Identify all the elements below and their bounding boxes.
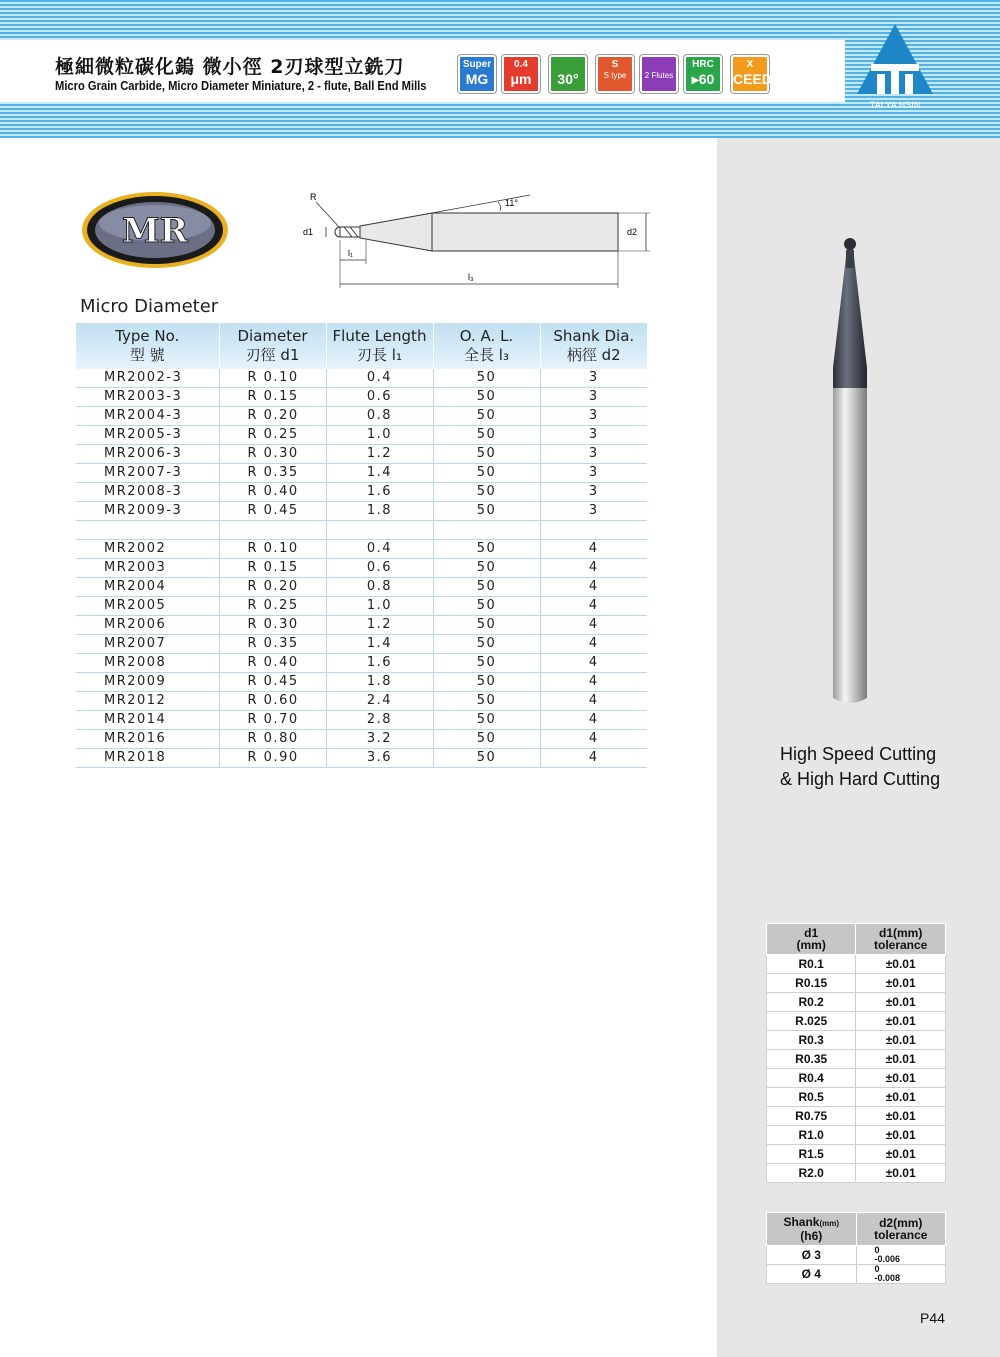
- table-cell: 50: [433, 673, 540, 692]
- tol2-header-tolerance: d2(mm) tolerance: [856, 1213, 945, 1246]
- table-row: [76, 711, 647, 730]
- tol1-cell: ±0.01: [856, 1031, 946, 1050]
- table-cell: 50: [433, 578, 540, 597]
- tol1-cell: R0.2: [767, 993, 856, 1012]
- column-header: Diameter 刃徑 d1: [219, 323, 326, 369]
- tol2-header-shank: Shank(mm) (h6): [767, 1213, 857, 1246]
- table-cell: 0.6: [326, 559, 433, 578]
- title-english: Micro Grain Carbide, Micro Diameter Miniature, 2 - flute, Ball End Mills: [55, 78, 427, 93]
- table-row: [76, 426, 647, 445]
- label-angle: 11°: [505, 198, 518, 208]
- tol1-header-d1: d1 (mm): [767, 924, 856, 955]
- table-cell: 2.4: [326, 692, 433, 711]
- table-row: [76, 521, 647, 540]
- table-row: [76, 445, 647, 464]
- table-cell: 50: [433, 483, 540, 502]
- tol1-cell: R0.35: [767, 1050, 856, 1069]
- spec-table: [76, 323, 647, 768]
- label-d1: d1: [303, 227, 314, 237]
- mr-badge-label: MR: [122, 211, 188, 251]
- table-cell: R 0.25: [219, 426, 326, 445]
- table-cell: R 0.40: [219, 654, 326, 673]
- table-row: [76, 502, 647, 521]
- tol1-row: [767, 1012, 946, 1031]
- tol2-row: [767, 1246, 946, 1265]
- table-row: [76, 673, 647, 692]
- table-cell: MR2004-3: [76, 407, 219, 426]
- tol2-tolerance: 0 -0.008: [856, 1265, 945, 1284]
- table-row: [76, 559, 647, 578]
- table-cell: 0.4: [326, 540, 433, 559]
- table-cell: 1.2: [326, 616, 433, 635]
- table-cell: R 0.45: [219, 502, 326, 521]
- table-cell: MR2004: [76, 578, 219, 597]
- table-cell: 50: [433, 616, 540, 635]
- tol1-cell: ±0.01: [856, 1145, 946, 1164]
- feature-badge: Super MG: [458, 55, 496, 93]
- tol1-row: [767, 993, 946, 1012]
- table-cell: 4: [540, 540, 647, 559]
- table-cell: 4: [540, 654, 647, 673]
- table-cell: 1.4: [326, 464, 433, 483]
- d1-tolerance-table: [766, 923, 946, 1183]
- table-cell: 3: [540, 426, 647, 445]
- table-cell: 3.2: [326, 730, 433, 749]
- tol1-cell: ±0.01: [856, 974, 946, 993]
- table-cell: R 0.15: [219, 388, 326, 407]
- tol1-row: [767, 1069, 946, 1088]
- mr-series-badge: [80, 190, 230, 270]
- tol1-cell: R0.75: [767, 1107, 856, 1126]
- table-cell: R 0.60: [219, 692, 326, 711]
- table-cell: 1.8: [326, 502, 433, 521]
- table-cell: 3: [540, 483, 647, 502]
- table-cell: [76, 521, 219, 540]
- caption-line2: & High Hard Cutting: [780, 769, 941, 789]
- label-r: R: [310, 192, 317, 202]
- table-cell: 0.8: [326, 578, 433, 597]
- table-cell: 1.6: [326, 654, 433, 673]
- tol1-cell: R.025: [767, 1012, 856, 1031]
- table-row: [76, 388, 647, 407]
- tol1-row: [767, 974, 946, 993]
- table-cell: 50: [433, 635, 540, 654]
- table-cell: R 0.35: [219, 635, 326, 654]
- table-cell: 50: [433, 730, 540, 749]
- logo-text: TAI YA HSIN: [869, 100, 921, 110]
- tol2-tolerance: 0 -0.006: [856, 1246, 945, 1265]
- table-cell: 1.0: [326, 597, 433, 616]
- tol1-cell: R0.5: [767, 1088, 856, 1107]
- ball-end-mill-image: [825, 228, 875, 708]
- tol1-cell: ±0.01: [856, 1088, 946, 1107]
- tol1-row: [767, 1031, 946, 1050]
- table-cell: 50: [433, 388, 540, 407]
- table-cell: R 0.20: [219, 578, 326, 597]
- table-cell: 1.6: [326, 483, 433, 502]
- table-cell: [326, 521, 433, 540]
- table-cell: 50: [433, 502, 540, 521]
- table-row: [76, 578, 647, 597]
- table-cell: R 0.20: [219, 407, 326, 426]
- feature-badge: S S type: [596, 55, 634, 93]
- table-cell: R 0.90: [219, 749, 326, 768]
- table-cell: 50: [433, 445, 540, 464]
- table-cell: R 0.15: [219, 559, 326, 578]
- table-cell: 3.6: [326, 749, 433, 768]
- table-cell: R 0.10: [219, 369, 326, 388]
- table-cell: MR2003: [76, 559, 219, 578]
- tol1-cell: ±0.01: [856, 1069, 946, 1088]
- table-cell: 3: [540, 388, 647, 407]
- table-row: [76, 540, 647, 559]
- table-row: [76, 635, 647, 654]
- table-cell: MR2012: [76, 692, 219, 711]
- label-d2: d2: [627, 227, 638, 237]
- table-row: [76, 654, 647, 673]
- table-cell: R 0.35: [219, 464, 326, 483]
- feature-badge: 2 Flutes: [640, 55, 678, 93]
- table-cell: 4: [540, 692, 647, 711]
- table-cell: MR2005: [76, 597, 219, 616]
- table-cell: R 0.10: [219, 540, 326, 559]
- tol1-row: [767, 1088, 946, 1107]
- table-cell: MR2002-3: [76, 369, 219, 388]
- tol1-row: [767, 1050, 946, 1069]
- feature-badge: X CEED: [731, 55, 769, 93]
- table-cell: R 0.40: [219, 483, 326, 502]
- table-cell: MR2008: [76, 654, 219, 673]
- table-cell: 1.0: [326, 426, 433, 445]
- tol1-cell: R0.1: [767, 955, 856, 974]
- table-row: [76, 730, 647, 749]
- table-cell: 50: [433, 540, 540, 559]
- table-cell: MR2016: [76, 730, 219, 749]
- table-row: [76, 483, 647, 502]
- table-row: [76, 407, 647, 426]
- table-cell: 0.4: [326, 369, 433, 388]
- table-cell: R 0.30: [219, 616, 326, 635]
- table-cell: 1.8: [326, 673, 433, 692]
- table-row: [76, 692, 647, 711]
- tol1-row: [767, 1126, 946, 1145]
- tol1-cell: ±0.01: [856, 1126, 946, 1145]
- tol1-cell: R1.5: [767, 1145, 856, 1164]
- table-cell: 3: [540, 369, 647, 388]
- table-cell: MR2008-3: [76, 483, 219, 502]
- tol2-row: [767, 1265, 946, 1284]
- table-cell: R 0.30: [219, 445, 326, 464]
- tol2-shank: Ø 4: [767, 1265, 857, 1284]
- table-cell: MR2007: [76, 635, 219, 654]
- table-cell: 3: [540, 464, 647, 483]
- tol1-cell: R0.15: [767, 974, 856, 993]
- tol2-shank: Ø 3: [767, 1246, 857, 1265]
- feature-badge: HRC ▸60: [684, 55, 722, 93]
- table-cell: 4: [540, 635, 647, 654]
- table-cell: R 0.80: [219, 730, 326, 749]
- table-cell: 3: [540, 502, 647, 521]
- caption-line1: High Speed Cutting: [780, 744, 937, 764]
- table-row: [76, 749, 647, 768]
- tol1-cell: R0.4: [767, 1069, 856, 1088]
- table-cell: MR2007-3: [76, 464, 219, 483]
- table-cell: 1.4: [326, 635, 433, 654]
- table-cell: [219, 521, 326, 540]
- table-row: [76, 369, 647, 388]
- feature-badge: 0.4 μm: [502, 55, 540, 93]
- table-row: [76, 616, 647, 635]
- table-cell: 50: [433, 749, 540, 768]
- table-cell: 50: [433, 711, 540, 730]
- tol1-cell: R2.0: [767, 1164, 856, 1183]
- table-cell: 50: [433, 654, 540, 673]
- table-cell: MR2018: [76, 749, 219, 768]
- tol1-row: [767, 1107, 946, 1126]
- title-chinese: 極細微粒碳化鎢 微小徑 2刃球型立銑刀: [55, 56, 405, 78]
- tol1-cell: ±0.01: [856, 1050, 946, 1069]
- table-cell: 1.2: [326, 445, 433, 464]
- tol1-cell: R1.0: [767, 1126, 856, 1145]
- table-cell: MR2014: [76, 711, 219, 730]
- table-cell: 3: [540, 445, 647, 464]
- tol1-cell: R0.3: [767, 1031, 856, 1050]
- table-cell: 4: [540, 749, 647, 768]
- table-cell: 4: [540, 730, 647, 749]
- page-number: P44: [920, 1310, 945, 1326]
- table-cell: MR2009: [76, 673, 219, 692]
- table-row: [76, 597, 647, 616]
- table-cell: 50: [433, 692, 540, 711]
- label-l3: l₃: [468, 272, 474, 282]
- tol1-cell: ±0.01: [856, 993, 946, 1012]
- table-cell: R 0.25: [219, 597, 326, 616]
- table-cell: 4: [540, 616, 647, 635]
- table-cell: 3: [540, 407, 647, 426]
- table-cell: 4: [540, 597, 647, 616]
- table-cell: 4: [540, 578, 647, 597]
- tol1-cell: ±0.01: [856, 1164, 946, 1183]
- column-header: O. A. L. 全長 l₃: [433, 323, 540, 369]
- table-cell: MR2006: [76, 616, 219, 635]
- table-cell: MR2009-3: [76, 502, 219, 521]
- table-cell: MR2002: [76, 540, 219, 559]
- tol1-cell: ±0.01: [856, 1107, 946, 1126]
- tol1-cell: ±0.01: [856, 1012, 946, 1031]
- section-title: Micro Diameter: [80, 296, 219, 317]
- tol1-header-tolerance: d1(mm) tolerance: [856, 924, 946, 955]
- feature-badge: 30°: [549, 55, 587, 93]
- table-row: [76, 464, 647, 483]
- column-header: Shank Dia. 柄徑 d2: [540, 323, 647, 369]
- table-cell: 2.8: [326, 711, 433, 730]
- table-cell: MR2003-3: [76, 388, 219, 407]
- tool-dimension-diagram: [300, 190, 660, 290]
- table-cell: MR2005-3: [76, 426, 219, 445]
- company-logo-icon: [855, 22, 935, 112]
- table-cell: 50: [433, 464, 540, 483]
- table-cell: R 0.70: [219, 711, 326, 730]
- table-cell: 4: [540, 559, 647, 578]
- tol1-row: [767, 1164, 946, 1183]
- table-cell: 50: [433, 597, 540, 616]
- table-cell: 50: [433, 559, 540, 578]
- table-cell: R 0.45: [219, 673, 326, 692]
- table-cell: 50: [433, 407, 540, 426]
- tol1-row: [767, 955, 946, 974]
- caption: [780, 742, 940, 792]
- table-cell: 0.6: [326, 388, 433, 407]
- tol1-row: [767, 1145, 946, 1164]
- table-cell: 4: [540, 711, 647, 730]
- column-header: Flute Length 刃長 l₁: [326, 323, 433, 369]
- table-cell: 50: [433, 426, 540, 445]
- table-cell: [433, 521, 540, 540]
- table-cell: MR2006-3: [76, 445, 219, 464]
- column-header: Type No. 型 號: [76, 323, 219, 369]
- table-cell: 50: [433, 369, 540, 388]
- tol1-cell: ±0.01: [856, 955, 946, 974]
- label-l1: l₁: [348, 248, 354, 258]
- table-cell: [540, 521, 647, 540]
- d2-tolerance-table: [766, 1212, 946, 1284]
- table-cell: 0.8: [326, 407, 433, 426]
- table-cell: 4: [540, 673, 647, 692]
